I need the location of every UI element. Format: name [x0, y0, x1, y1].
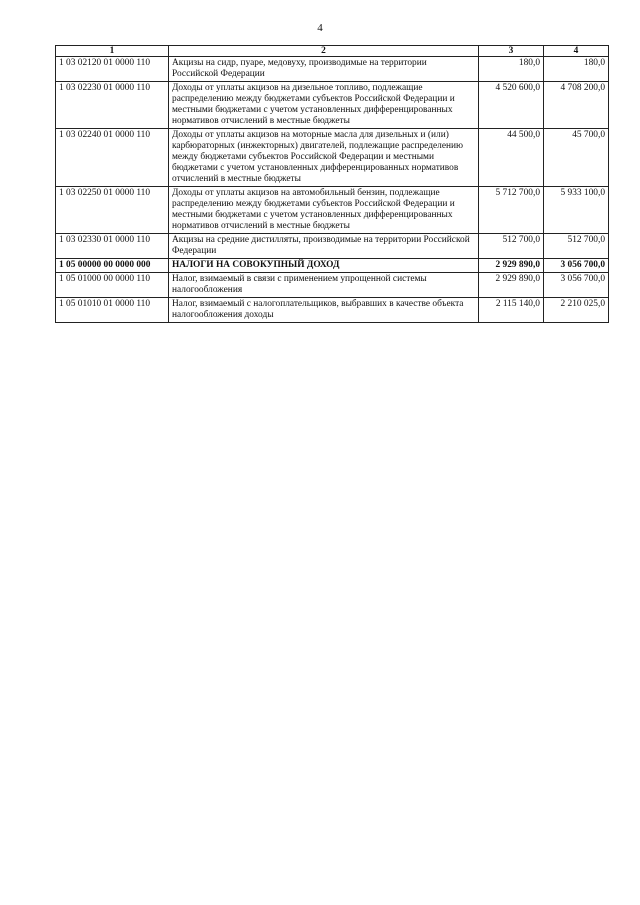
table-row [56, 82, 609, 129]
amount-year-2-cell: 3 056 700,0 [544, 259, 609, 273]
income-name-cell: Акцизы на сидр, пуаре, медовуху, производимые на территории Российской Федерации [169, 57, 479, 82]
amount-year-1-cell: 4 520 600,0 [479, 82, 544, 129]
amount-year-2-cell: 4 708 200,0 [544, 82, 609, 129]
income-name-cell: Налог, взимаемый с налогоплательщиков, выбравших в качестве объекта налогообложения доходы [169, 298, 479, 323]
amount-year-2-cell: 180,0 [544, 57, 609, 82]
budget-code-cell: 1 05 00000 00 0000 000 [56, 259, 169, 273]
amount-year-2-cell: 512 700,0 [544, 234, 609, 259]
table-row [56, 273, 609, 298]
table-row [56, 57, 609, 82]
amount-year-2-cell: 3 056 700,0 [544, 273, 609, 298]
amount-year-1-cell: 2 929 890,0 [479, 273, 544, 298]
table-row [56, 187, 609, 234]
income-name-cell: Доходы от уплаты акцизов на автомобильный бензин, подлежащие распределению между бюджетами субъектов Российской Федерации и местными бюджетами с учетом установленных дифференцированных нормативов отчислений в местные бюджеты [169, 187, 479, 234]
page-number: 4 [317, 22, 323, 34]
table-header-row [56, 46, 609, 57]
budget-code-cell: 1 05 01000 00 0000 110 [56, 273, 169, 298]
income-name-cell: Доходы от уплаты акцизов на дизельное топливо, подлежащие распределению между бюджетами субъектов Российской Федерации и местными бюджетами с учетом установленных дифференцированных нормативов отчислений в местные бюджеты [169, 82, 479, 129]
table-row [56, 234, 609, 259]
table-body [56, 57, 609, 323]
income-name-cell: НАЛОГИ НА СОВОКУПНЫЙ ДОХОД [169, 259, 479, 273]
amount-year-1-cell: 5 712 700,0 [479, 187, 544, 234]
budget-code-cell: 1 03 02330 01 0000 110 [56, 234, 169, 259]
amount-year-1-cell: 180,0 [479, 57, 544, 82]
budget-code-cell: 1 05 01010 01 0000 110 [56, 298, 169, 323]
amount-year-2-cell: 2 210 025,0 [544, 298, 609, 323]
amount-year-1-cell: 2 115 140,0 [479, 298, 544, 323]
income-name-cell: Доходы от уплаты акцизов на моторные масла для дизельных и (или) карбюраторных (инжекторных) двигателей, подлежащие распределению между бюджетами субъектов Российской Федерации и местными бюджетами с учетом установленных дифференцированных нормативов отчислений в местные бюджеты [169, 129, 479, 187]
budget-code-cell: 1 03 02250 01 0000 110 [56, 187, 169, 234]
amount-year-2-cell: 5 933 100,0 [544, 187, 609, 234]
amount-year-1-cell: 44 500,0 [479, 129, 544, 187]
budget-code-cell: 1 03 02230 01 0000 110 [56, 82, 169, 129]
amount-year-1-cell: 2 929 890,0 [479, 259, 544, 273]
table-row [56, 259, 609, 273]
amount-year-2-cell: 45 700,0 [544, 129, 609, 187]
income-name-cell: Налог, взимаемый в связи с применением упрощенной системы налогообложения [169, 273, 479, 298]
income-name-cell: Акцизы на средние дистилляты, производимые на территории Российской Федерации [169, 234, 479, 259]
budget-code-cell: 1 03 02120 01 0000 110 [56, 57, 169, 82]
revenue-table [55, 45, 609, 323]
table-row [56, 298, 609, 323]
table-row [56, 129, 609, 187]
column-header-2: 2 [169, 46, 479, 57]
column-header-1: 1 [56, 46, 169, 57]
budget-code-cell: 1 03 02240 01 0000 110 [56, 129, 169, 187]
column-header-3: 3 [479, 46, 544, 57]
amount-year-1-cell: 512 700,0 [479, 234, 544, 259]
column-header-4: 4 [544, 46, 609, 57]
